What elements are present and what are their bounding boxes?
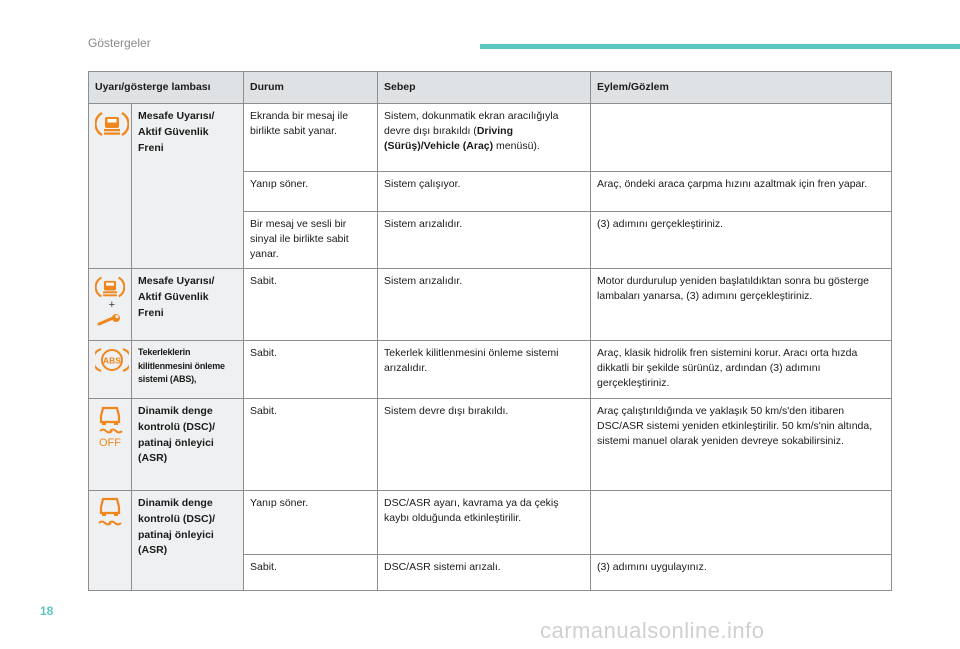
table-row bbox=[89, 341, 892, 399]
warning-name: Dinamik denge kontrolü (DSC)/ patinaj önleyici (ASR) bbox=[132, 399, 244, 491]
column-header: Durum bbox=[244, 72, 378, 104]
eylem-cell: Motor durdurulup yeniden başlatıldıktan sonra bu gösterge lambaları yanarsa, (3) adımını gerçekleştiriniz. bbox=[591, 269, 892, 341]
distance-warning-icon bbox=[95, 109, 129, 139]
table-row bbox=[89, 269, 892, 341]
header-accent-bar bbox=[480, 44, 960, 49]
warning-name: Dinamik denge kontrolü (DSC)/ patinaj önleyici (ASR) bbox=[132, 491, 244, 591]
durum-cell: Sabit. bbox=[244, 555, 378, 591]
table-row bbox=[89, 104, 892, 172]
sebep-cell: Sistem devre dışı bırakıldı. bbox=[378, 399, 591, 491]
sebep-text: Sistem, dokunmatik ekran aracılığıyla devre dışı bırakıldı ( bbox=[384, 110, 559, 138]
section-title: Göstergeler bbox=[88, 36, 151, 50]
durum-cell: Yanıp söner. bbox=[244, 491, 378, 555]
icon-cell bbox=[89, 341, 132, 399]
wrench-icon bbox=[97, 314, 123, 326]
menu-path: Driving (Sürüş)/Vehicle (Araç) bbox=[384, 125, 513, 153]
durum-cell: Sabit. bbox=[244, 341, 378, 399]
table-row bbox=[89, 399, 892, 491]
sebep-text: menüsü). bbox=[493, 140, 540, 153]
warning-name: Tekerleklerin kilitlenmesini önleme sistemi (ABS), bbox=[132, 341, 244, 399]
durum-cell: Sabit. bbox=[244, 269, 378, 341]
dsc-off-icon bbox=[95, 404, 125, 448]
eylem-cell bbox=[591, 491, 892, 555]
column-header: Eylem/Gözlem bbox=[591, 72, 892, 104]
warning-lights-table bbox=[88, 71, 892, 591]
column-header: Uyarı/gösterge lambası bbox=[89, 72, 244, 104]
sebep-cell: DSC/ASR sistemi arızalı. bbox=[378, 555, 591, 591]
eylem-cell: Araç, öndeki araca çarpma hızını azaltmak için fren yapar. bbox=[591, 172, 892, 212]
icon-cell bbox=[89, 491, 132, 591]
durum-cell: Sabit. bbox=[244, 399, 378, 491]
sebep-cell bbox=[378, 104, 591, 172]
sebep-cell: Sistem arızalıdır. bbox=[378, 212, 591, 269]
plus-sign: + bbox=[108, 299, 115, 311]
warning-name: Mesafe Uyarısı/ Aktif Güvenlik Freni bbox=[132, 104, 244, 269]
column-header: Sebep bbox=[378, 72, 591, 104]
eylem-cell: (3) adımını gerçekleştiriniz. bbox=[591, 212, 892, 269]
durum-cell: Bir mesaj ve sesli bir sinyal ile birlikte sabit yanar. bbox=[244, 212, 378, 269]
sebep-cell: DSC/ASR ayarı, kavrama ya da çekiş kaybı olduğunda etkinleştirilir. bbox=[378, 491, 591, 555]
icon-cell bbox=[89, 399, 132, 491]
abs-icon bbox=[95, 346, 129, 374]
dsc-icon bbox=[95, 496, 125, 530]
eylem-cell bbox=[591, 104, 892, 172]
warning-name: Mesafe Uyarısı/ Aktif Güvenlik Freni bbox=[132, 269, 244, 341]
distance-warning-icon bbox=[95, 274, 125, 300]
off-label: OFF bbox=[99, 437, 121, 448]
sebep-cell: Sistem çalışıyor. bbox=[378, 172, 591, 212]
table-header-row bbox=[89, 72, 892, 104]
durum-cell: Yanıp söner. bbox=[244, 172, 378, 212]
abs-label: ABS bbox=[103, 355, 121, 366]
icon-cell bbox=[89, 269, 132, 341]
eylem-cell: Araç, klasik hidrolik fren sistemini korur. Aracı orta hızda dikkatli bir şekilde sürünüz, ardından (3) adımını gerçekleştiriniz. bbox=[591, 341, 892, 399]
durum-cell: Ekranda bir mesaj ile birlikte sabit yanar. bbox=[244, 104, 378, 172]
sebep-cell: Sistem arızalıdır. bbox=[378, 269, 591, 341]
table-row bbox=[89, 491, 892, 555]
sebep-cell: Tekerlek kilitlenmesini önleme sistemi arızalıdır. bbox=[378, 341, 591, 399]
page-number: 18 bbox=[40, 604, 54, 618]
eylem-cell: (3) adımını uygulayınız. bbox=[591, 555, 892, 591]
eylem-cell: Araç çalıştırıldığında ve yaklaşık 50 km/s'den itibaren DSC/ASR sistemi yeniden etkinleştirilir. 50 km/s'nin altında, sistemi manuel olarak yeniden devreye sokabilirsiniz. bbox=[591, 399, 892, 491]
icon-cell bbox=[89, 104, 132, 269]
watermark: carmanualsonline.info bbox=[540, 618, 765, 643]
